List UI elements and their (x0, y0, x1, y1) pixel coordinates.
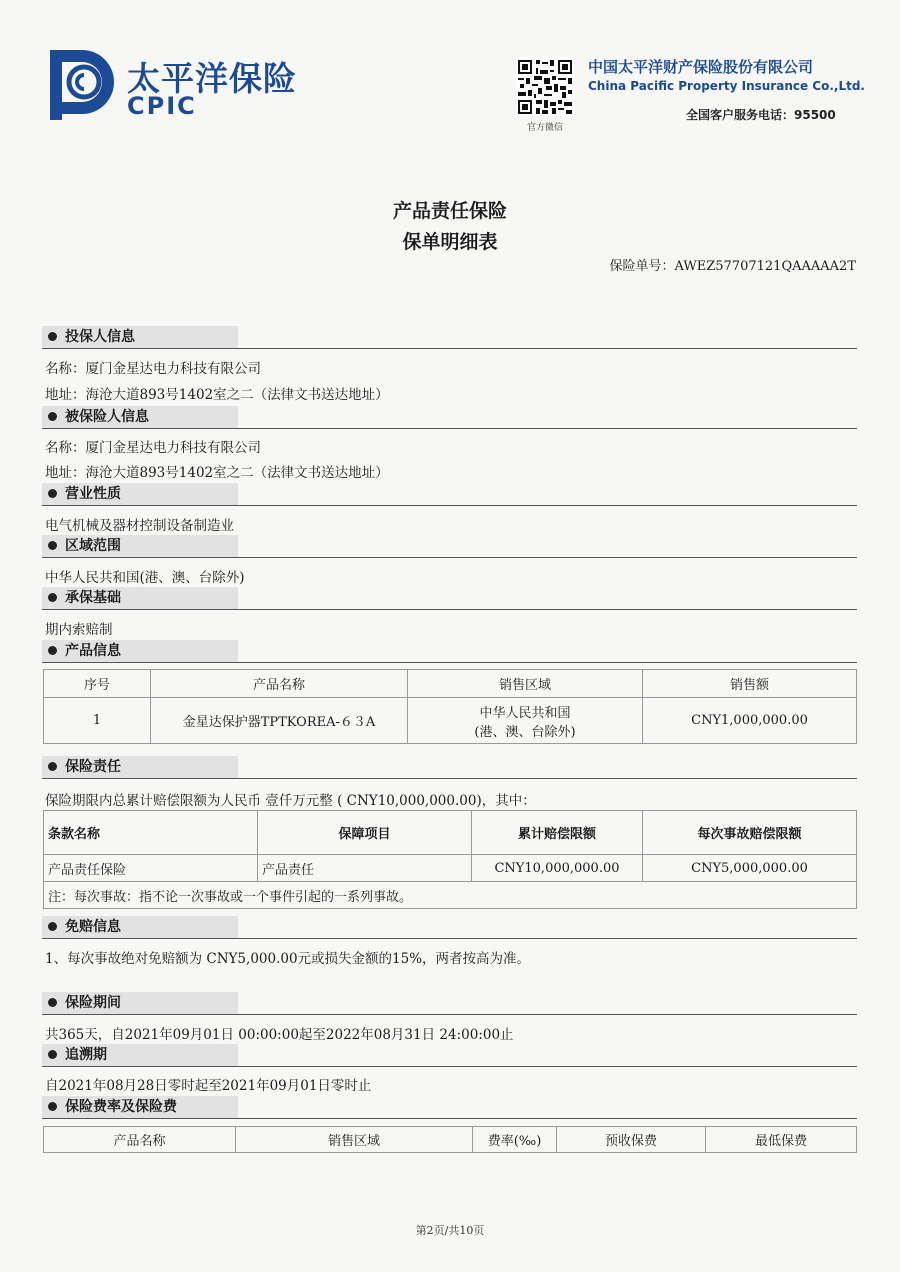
table-row (44, 698, 857, 744)
liability-table (43, 810, 857, 909)
bullet-icon (48, 646, 57, 655)
cpic-logo-icon (48, 48, 116, 122)
retro-text: 自2021年08月28日零时起至2021年09月01日零时止 (45, 1078, 372, 1094)
insured-address: 地址：海沧大道893号1402室之二（法律文书送达地址） (45, 465, 389, 481)
bullet-icon (48, 332, 57, 341)
bullet-icon (48, 593, 57, 602)
table-header-row (44, 1127, 857, 1153)
section-label: 区域范围 (65, 538, 121, 554)
section-period (42, 992, 857, 1015)
col-header: 序号 (44, 670, 151, 698)
col-header: 费率(‰) (473, 1127, 557, 1153)
col-header: 预收保费 (557, 1127, 706, 1153)
doc-subtitle: 保单明细表 (402, 231, 498, 253)
qr-code-icon (516, 58, 574, 116)
policyholder-name: 名称：厦门金星达电力科技有限公司 (45, 361, 261, 377)
section-premium (42, 1096, 857, 1119)
section-label: 营业性质 (65, 486, 121, 502)
company-name-en: China Pacific Property Insurance Co.,Ltd. (588, 79, 865, 93)
section-label: 产品信息 (65, 643, 121, 659)
bullet-icon (48, 1102, 57, 1111)
section-label: 保险费率及保险费 (65, 1099, 177, 1115)
premium-table (43, 1126, 857, 1153)
cell-item: 产品责任 (258, 855, 472, 882)
table-row (44, 882, 857, 909)
cell-aggregate: CNY10,000,000.00 (472, 855, 643, 882)
doc-title: 产品责任保险 (392, 200, 507, 222)
territory-text: 中华人民共和国(港、澳、台除外) (45, 570, 245, 586)
cell-no: 1 (44, 698, 151, 744)
insured-name: 名称：厦门金星达电力科技有限公司 (45, 440, 261, 456)
section-basis (42, 587, 857, 610)
section-policyholder (42, 326, 857, 349)
bullet-icon (48, 1050, 57, 1059)
cell-amount: CNY1,000,000.00 (643, 698, 857, 744)
deductible-text: 1、每次事故绝对免赔额为 CNY5,000.00元或损失金额的15%，两者按高为准。 (45, 951, 531, 967)
col-header: 销售区域 (236, 1127, 473, 1153)
col-header: 累计赔偿限额 (472, 811, 643, 855)
cell-product-name: 金星达保护器TPTKOREA-６３A (151, 698, 408, 744)
section-deductible (42, 916, 857, 939)
region-line: (港、澳、台除外) (474, 724, 576, 740)
table-header-row (44, 811, 857, 855)
cell-region (408, 698, 643, 744)
col-header: 每次事故赔偿限额 (643, 811, 857, 855)
business-text: 电气机械及器材控制设备制造业 (45, 518, 234, 534)
cell-per-accident: CNY5,000,000.00 (643, 855, 857, 882)
section-label: 被保险人信息 (65, 409, 149, 425)
region-line: 中华人民共和国 (479, 705, 571, 721)
col-header: 保障项目 (258, 811, 472, 855)
section-label: 追溯期 (65, 1047, 107, 1063)
col-header: 条款名称 (44, 811, 258, 855)
hotline: 全国客户服务电话：95500 (686, 108, 836, 122)
section-label: 承保基础 (65, 590, 121, 606)
period-text: 共365天，自2021年09月01日 00:00:00起至2022年08月31日 24:00:00止 (45, 1027, 514, 1043)
section-products (42, 640, 857, 663)
qr-caption: 官方微信 (526, 123, 563, 133)
col-header: 产品名称 (44, 1127, 236, 1153)
brand-name-en: CPIC (127, 92, 197, 120)
policyholder-address: 地址：海沧大道893号1402室之二（法律文书送达地址） (45, 387, 389, 403)
bullet-icon (48, 489, 57, 498)
bullet-icon (48, 762, 57, 771)
col-header: 销售区域 (408, 670, 643, 698)
basis-text: 期内索赔制 (45, 622, 113, 638)
cell-clause: 产品责任保险 (44, 855, 258, 882)
table-header-row (44, 670, 857, 698)
bullet-icon (48, 998, 57, 1007)
section-liability (42, 756, 857, 779)
section-label: 投保人信息 (65, 329, 135, 345)
section-label: 免赔信息 (65, 919, 121, 935)
section-label: 保险期间 (65, 995, 121, 1011)
section-label: 保险责任 (65, 759, 121, 775)
page-number: 第2页/共10页 (415, 1224, 485, 1237)
section-business (42, 483, 857, 506)
section-territory (42, 535, 857, 558)
brand-name-cn: 太平洋保险 (127, 59, 297, 98)
section-retro (42, 1044, 857, 1067)
section-insured (42, 406, 857, 429)
company-name-cn: 中国太平洋财产保险股份有限公司 (588, 58, 814, 76)
cell-note: 注：每次事故：指不论一次事故或一个事件引起的一系列事故。 (44, 882, 857, 909)
bullet-icon (48, 412, 57, 421)
col-header: 销售额 (643, 670, 857, 698)
liability-intro: 保险期限内总累计赔偿限额为人民币 壹仟万元整 ( CNY10,000,000.00)，其中： (45, 793, 536, 809)
col-header: 产品名称 (151, 670, 408, 698)
bullet-icon (48, 541, 57, 550)
col-header: 最低保费 (706, 1127, 857, 1153)
policy-number: 保险单号：AWEZ57707121QAAAAA2T (609, 259, 856, 274)
bullet-icon (48, 922, 57, 931)
products-table (43, 669, 857, 744)
table-row (44, 855, 857, 882)
